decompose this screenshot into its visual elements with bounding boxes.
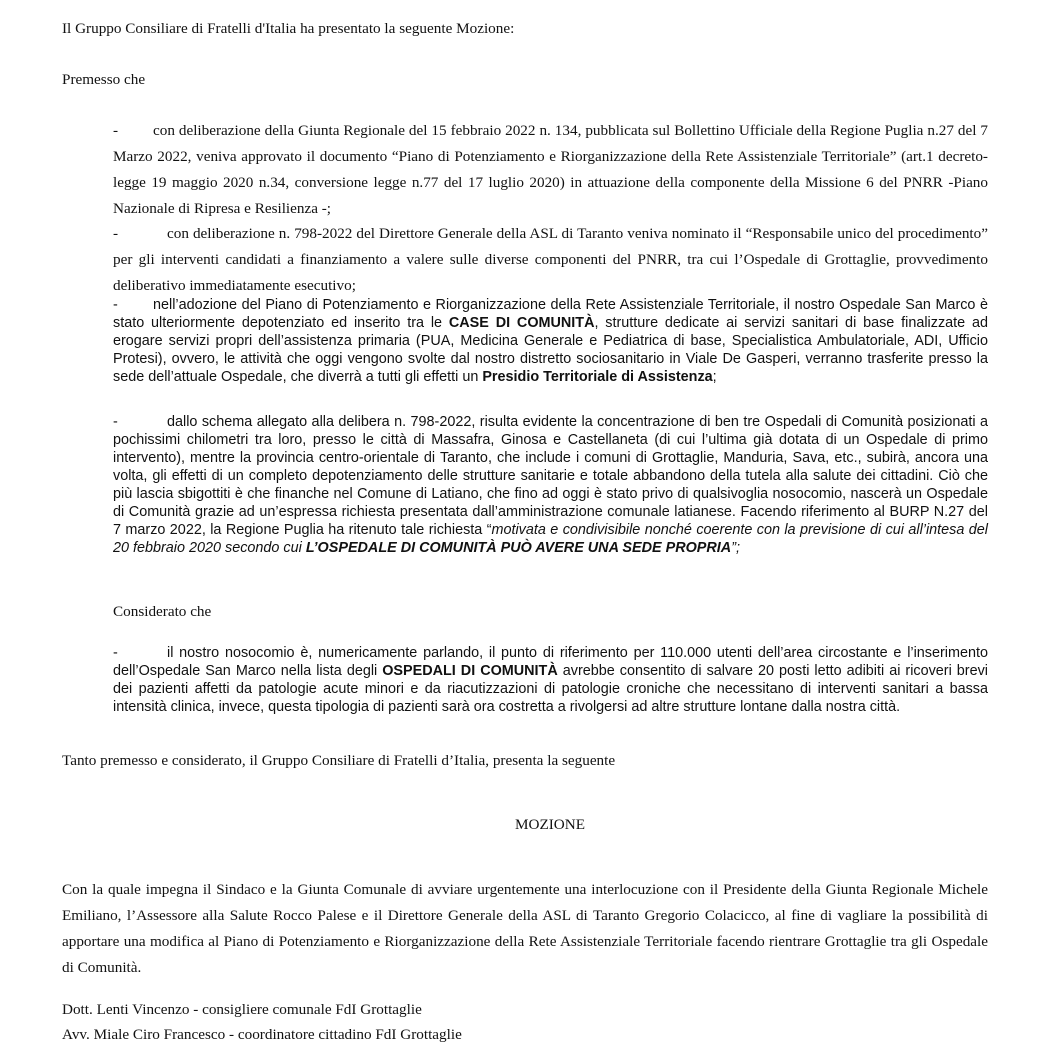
bullet-text: con deliberazione della Giunta Regionale del 15 febbraio 2022 n. 134, pubblicata sul Bollettino Ufficiale della Regione Puglia n.27 del 7 Marzo 2022, veniva approvato il documento “Piano di Potenziamento e Riorganizzazione della Rete Assistenziale Territoriale” (art.1 decreto-legge 19 maggio 2020 n.34, conversione legge n.77 del 17 luglio 2020) in attuazione della componente della Missione 6 del PNRR -Piano Nazionale di Ripresa e Resilienza -;: [113, 122, 988, 217]
mozione-title: MOZIONE: [514, 816, 586, 833]
bullet-text: il nostro nosocomio è, numericamente parlando, il punto di riferimento per 110.000 utenti dell’area circostante e l’inserimento dell’Ospedale San Marco nella lista degli: [113, 645, 988, 679]
bullet-schema-allegato: [113, 413, 988, 557]
bullet-text: nell’adozione del Piano di Potenziamento e Riorganizzazione della Rete Assistenziale Territoriale, il nostro Ospedale San Marco è stato ulteriormente depotenziato ed inserito tra le: [113, 297, 988, 331]
bullet-text: ;: [712, 369, 717, 385]
bullet-dash: -: [113, 414, 118, 430]
tanto-premesso-line: Tanto premesso e considerato, il Gruppo Consiliare di Fratelli d’Italia, presenta la seguente: [62, 752, 616, 769]
bold-presidio-territoriale: Presidio Territoriale di Assistenza: [482, 369, 713, 385]
bullet-text: con deliberazione n. 798-2022 del Direttore Generale della ASL di Taranto veniva nominato il “Responsabile unico del procedimento” per gli interventi candidati a finanziamento a valere sulle diverse componenti del PNRR, tra cui l’Ospedale di Grottaglie, provvedimento deliberativo immediatamente esecutivo;: [113, 225, 988, 294]
bullet-dash: -: [113, 645, 118, 661]
bullet-deliberazione-asl: [113, 221, 988, 299]
bullet-deliberazione-giunta: [113, 118, 988, 222]
bullet-text: , risulta evidente la concentrazione di ben tre Ospedali di Comunità posizionati a pochissimi chilometri tra loro, presso le città di Massafra, Ginosa e Castellaneta (di cui l’ultima già dotata di un Ospedale di primo intervento), mentre la provincia centro-orientale di Taranto, che include i comuni di Grottaglie, Manduria, Sava, etc., subirà, ancora una volta, gli effetti di un completo depotenziamento delle strutture sanitarie e totale abbandono della tutela alla salute dei cittadini. Ciò che più lascia sbigottiti è che finanche nel Comune di Latiano, che fino ad oggi è stato privo di qualsivoglia nosocomio, nascerà un Ospedale di Comunità grazie ad un’espressa richiesta presentata dall’amministrazione comunale latianese. Facendo riferimento al BURP N.27 del 7 marzo 2022, la Regione Puglia ha ritenuto tale richiesta “: [113, 414, 988, 538]
delibera-ref: delibera n. 798-2022: [338, 414, 472, 430]
bold-case-di-comunita: CASE DI COMUNITÀ: [448, 315, 595, 331]
bullet-text: dallo schema allegato alla: [167, 414, 339, 430]
italic-quote-end: ”;: [731, 540, 740, 556]
intro-line: Il Gruppo Consiliare di Fratelli d'Italia ha presentato la seguente Mozione:: [62, 20, 515, 37]
premesso-heading: Premesso che: [62, 71, 146, 88]
signature-miale: Avv. Miale Ciro Francesco - coordinatore cittadino FdI Grottaglie: [62, 1026, 462, 1043]
bullet-dash: -: [113, 225, 119, 242]
bullet-nosocomio: [113, 644, 988, 716]
bold-italic-quote: L’OSPEDALE DI COMUNITÀ PUÒ AVERE UNA SEDE PROPRIA: [305, 540, 732, 556]
bullet-text: avrebbe consentito di salvare 20 posti letto adibiti ai ricoveri brevi dei pazienti affetti da patologie acute minori e da riacutizzazioni di patologie croniche che necessitano di interventi sanitari a bassa intensità clinica, invece, questa tipologia di pazienti sarà ora costretta a rivolgersi ad altre strutture lontane dalla nostra città.: [113, 663, 988, 715]
signature-lenti: Dott. Lenti Vincenzo - consigliere comunale FdI Grottaglie: [62, 1001, 422, 1018]
italic-quote: motivata e condivisibile nonché coerente con la previsione di cui all’intesa del 20 febbraio 2020 secondo cui: [113, 522, 989, 556]
bullet-text: , strutture dedicate ai servizi sanitari di base finalizzate ad erogare servizi propri dell’assistenza primaria (PUA, Medicina Generale e Pediatrica di base, Specialistica Ambulatoriale, ADI, Ufficio Protesi), ovvero, le attività che oggi vengono svolte dal nostro distretto sociosanitario in Viale De Gasperi, verranno trasferite presso la sede dell’attuale Ospedale, che diverrà a tutti gli effetti un: [113, 315, 988, 385]
considerato-heading: Considerato che: [113, 603, 212, 620]
bullet-piano-potenziamento: [113, 296, 988, 386]
bullet-dash: -: [113, 122, 119, 139]
mozione-body: Con la quale impegna il Sindaco e la Giunta Comunale di avviare urgentemente una interlocuzione con il Presidente della Giunta Regionale Michele Emiliano, l’Assessore alla Salute Rocco Palese e il Direttore Generale della ASL di Taranto Gregorio Colacicco, al fine di vagliare la possibilità di apportare una modifica al Piano di Potenziamento e Riorganizzazione della Rete Assistenziale Territoriale facendo rientrare Grottaglie tra gli Ospedale di Comunità.: [62, 881, 988, 976]
bold-ospedali-comunita: OSPEDALI DI COMUNITÀ: [382, 663, 558, 679]
bullet-dash: -: [113, 297, 118, 313]
